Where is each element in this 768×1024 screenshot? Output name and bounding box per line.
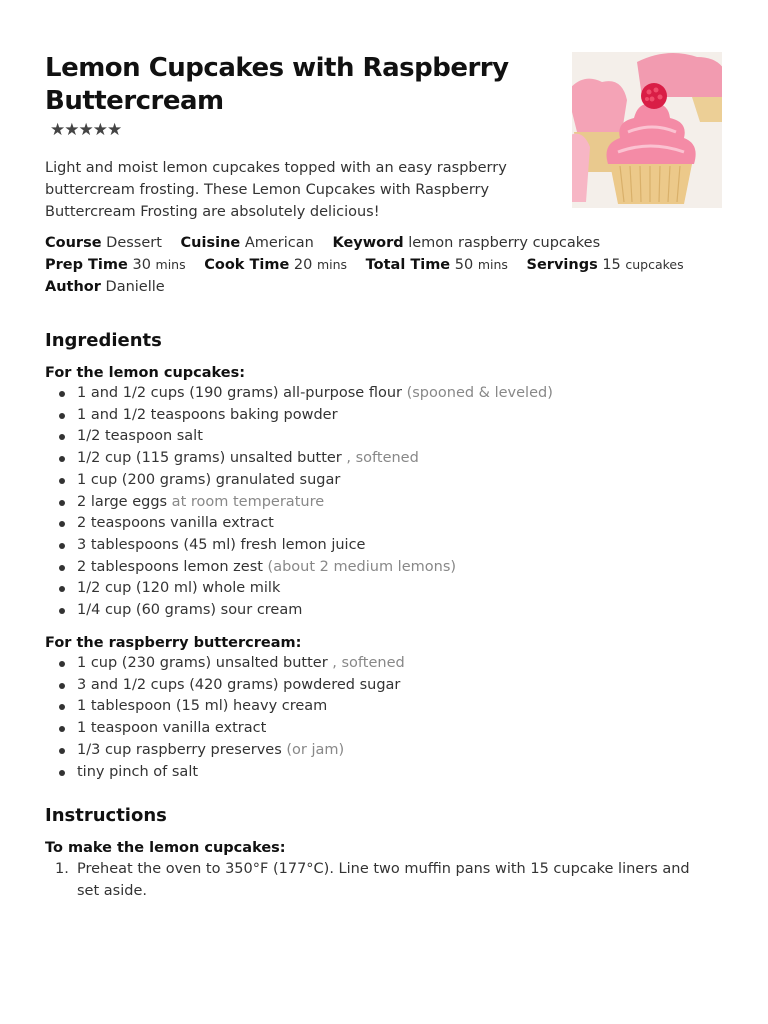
list-item: 1 and 1/2 cups (190 grams) all-purpose flour (spooned & leveled)	[45, 383, 725, 405]
recipe-meta	[45, 232, 745, 298]
cook-time-value: 20	[293, 257, 313, 273]
list-item: 3 and 1/2 cups (420 grams) powdered sugar	[45, 675, 725, 697]
list-item: 1/2 teaspoon salt	[45, 426, 725, 448]
recipe-description: Light and moist lemon cupcakes topped with an easy raspberry buttercream frosting. These Lemon Cupcakes with Raspberry Buttercream Frosting are absolutely delicious!	[45, 160, 507, 220]
servings-unit: cupcakes	[625, 257, 684, 272]
author-value: Danielle	[105, 279, 165, 295]
list-item: 1/2 cup (120 ml) whole milk	[45, 578, 725, 600]
prep-time-label: Prep Time	[45, 257, 128, 273]
total-time-value: 50	[454, 257, 474, 273]
list-item: 1 and 1/2 teaspoons baking powder	[45, 405, 725, 427]
list-item: 1 tablespoon (15 ml) heavy cream	[45, 696, 725, 718]
list-item: 2 teaspoons vanilla extract	[45, 513, 725, 535]
ingredient-group-title: For the lemon cupcakes:	[45, 365, 246, 381]
list-item: tiny pinch of salt	[45, 762, 725, 784]
list-item: 1 cup (200 grams) granulated sugar	[45, 470, 725, 492]
step-number: 1.	[55, 861, 69, 877]
ingredient-group-title: For the raspberry buttercream:	[45, 635, 302, 651]
keyword-label: Keyword	[332, 235, 404, 251]
instruction-list	[45, 858, 705, 902]
total-time-unit: mins	[477, 257, 508, 272]
step-text: Preheat the oven to 350°F (177°C). Line two muffin pans with 15 cupcake liners and set aside.	[77, 861, 690, 899]
recipe-photo	[572, 52, 722, 208]
list-item: 1 cup (230 grams) unsalted butter , softened	[45, 653, 725, 675]
ingredients-heading: Ingredients	[45, 330, 162, 351]
meta-row-author	[45, 276, 745, 298]
cupcake-image-icon	[572, 52, 722, 208]
list-item: 2 large eggs at room temperature	[45, 492, 725, 514]
list-item: 1/3 cup raspberry preserves (or jam)	[45, 740, 725, 762]
total-time-label: Total Time	[365, 257, 451, 273]
keyword-value: lemon raspberry cupcakes	[408, 235, 601, 251]
ingredient-list-cupcakes	[45, 383, 725, 622]
meta-row-category	[45, 232, 745, 254]
course-label: Course	[45, 235, 102, 251]
course-value: Dessert	[106, 235, 162, 251]
rating-stars[interactable]: ★★★★★	[50, 120, 122, 140]
ingredient-list-buttercream	[45, 653, 725, 783]
list-item: 1/2 cup (115 grams) unsalted butter , softened	[45, 448, 725, 470]
recipe-title: Lemon Cupcakes with Raspberry Buttercream	[45, 53, 509, 116]
instruction-step	[45, 858, 705, 902]
instructions-heading: Instructions	[45, 805, 167, 826]
cuisine-label: Cuisine	[180, 235, 241, 251]
prep-time-unit: mins	[155, 257, 186, 272]
cook-time-label: Cook Time	[204, 257, 290, 273]
instruction-group-title: To make the lemon cupcakes:	[45, 840, 286, 856]
list-item: 1 teaspoon vanilla extract	[45, 718, 725, 740]
list-item: 2 tablespoons lemon zest (about 2 medium lemons)	[45, 557, 725, 579]
cuisine-value: American	[244, 235, 314, 251]
list-item: 3 tablespoons (45 ml) fresh lemon juice	[45, 535, 725, 557]
prep-time-value: 30	[132, 257, 151, 273]
servings-label: Servings	[526, 257, 598, 273]
servings-value[interactable]: 15	[602, 257, 621, 273]
cook-time-unit: mins	[316, 257, 348, 272]
list-item: 1/4 cup (60 grams) sour cream	[45, 600, 725, 622]
author-label: Author	[45, 279, 101, 295]
meta-row-times	[45, 254, 745, 276]
